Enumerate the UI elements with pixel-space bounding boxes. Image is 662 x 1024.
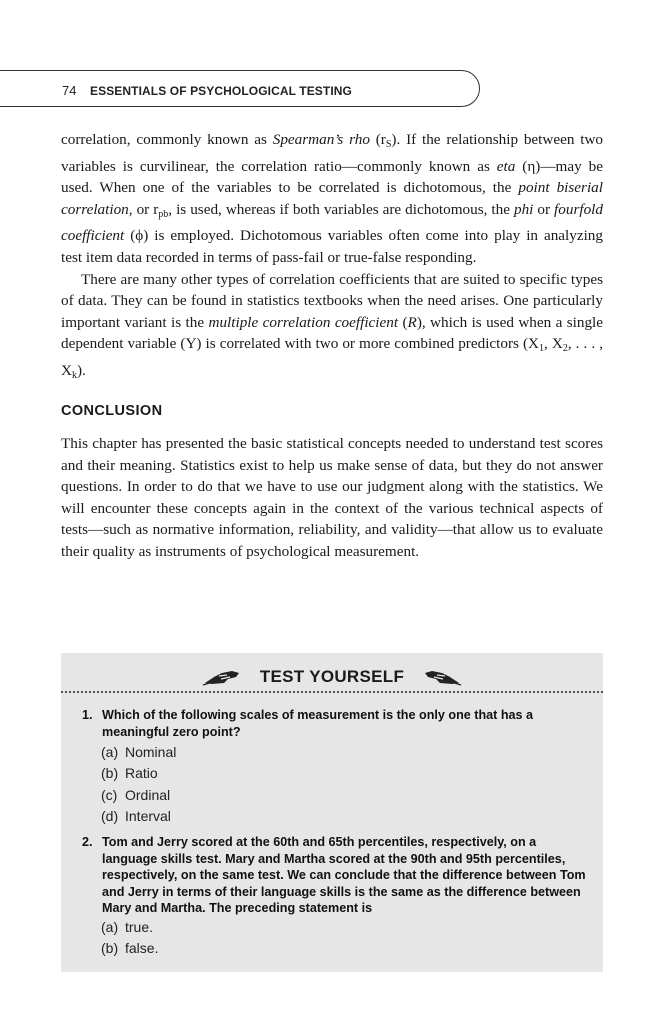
option-item: (b) Ratio (101, 765, 158, 782)
term-eta: eta (496, 157, 516, 175)
term-point-biserial: point biserial correlation, (61, 179, 603, 218)
question-1: 1. Which of the following scales of measurement is the only one that has a meaningful zero point? (82, 707, 592, 740)
test-yourself-header (61, 667, 603, 687)
writing-hand-icon (202, 667, 242, 687)
term-phi: phi (513, 200, 534, 218)
section-heading-conclusion: CONCLUSION (61, 403, 163, 419)
paragraph-correlation-types: correlation, commonly known as Spearman’s rho $(r_S)$. If the relationship between two variables is curvilinear, the correlation ratio—commonly known as eta (η)—may be used. When one of the variables to be correlated is dichotomous, the point biserial correlation, or $r_{pb}$, is used, whereas if both variables are dichotomous, the phi or fourfold coefficient (ϕ) is employed. Dichotomous variables often come into play in analyzing test item data recorded in terms of pass-fail or true-false responding. (61, 131, 604, 266)
term-multiple-correlation: multiple correlation coefficient (208, 313, 399, 331)
question-1-options (101, 742, 176, 827)
option-item: (c) Ordinal (101, 786, 171, 803)
term-spearman: Spearman’s rho (272, 131, 370, 148)
body-section-correlation (61, 129, 603, 387)
paragraph-other-coefficients: There are many other types of correlation coefficients that are suited to specific types of data. They can be found in statistics textbooks when the need arises. One particularly important variant is the multiple correlation coefficient (R), which is used when a single dependent variable (Y) is correlated with two or more combined predictors ($X_1$, $X_2$, . . . , $X_k$). (61, 270, 604, 381)
dotted-divider (61, 691, 603, 693)
running-head-title: ESSENTIALS OF PSYCHOLOGICAL TESTING (90, 84, 352, 98)
option-item: (a) true. (101, 919, 154, 935)
question-text: Tom and Jerry scored at the 60th and 65th percentiles, respectively, on a language skills test. Mary and Martha scored at the 90th and 95th percentiles, respectively, on the same test. We can conclude that the difference between Tom and Jerry in terms of their language skills is the same as the difference between Mary and Martha. The preceding statement is (102, 835, 586, 915)
option-item: (b) false. (101, 940, 159, 957)
test-yourself-title: TEST YOURSELF (259, 667, 405, 686)
page-number: 74 (62, 83, 77, 98)
test-yourself-box (61, 653, 603, 972)
writing-hand-icon (422, 667, 462, 687)
question-text: Which of the following scales of measurement is the only one that has a meaningful zero point? (102, 708, 534, 739)
question-2-options (101, 917, 158, 960)
term-fourfold: fourfold coefficient (61, 200, 603, 245)
body-section-conclusion (61, 433, 603, 563)
paragraph-conclusion: This chapter has presented the basic statistical concepts needed to understand test scores and their meaning. Statistics exist to help us make sense of data, but they do not answer questions. In order to do that we have to use our judgment along with the statistics. We will encounter these concepts again in the context of the various technical aspects of tests—such as normative information, reliability, and validity—that allow us to evaluate their quality as instruments of psychological measurement. (61, 435, 603, 560)
option-item: (a) Nominal (101, 744, 177, 760)
question-2: 2. Tom and Jerry scored at the 60th and 65th percentiles, respectively, on a language skills test. Mary and Martha scored at the 90th and 95th percentiles, respectively, on the same test. We can conclude that the difference between Tom and Jerry in terms of their language skills is the same as the difference between Mary and Martha. The preceding statement is (82, 834, 592, 917)
option-item: (d) Interval (101, 807, 171, 824)
